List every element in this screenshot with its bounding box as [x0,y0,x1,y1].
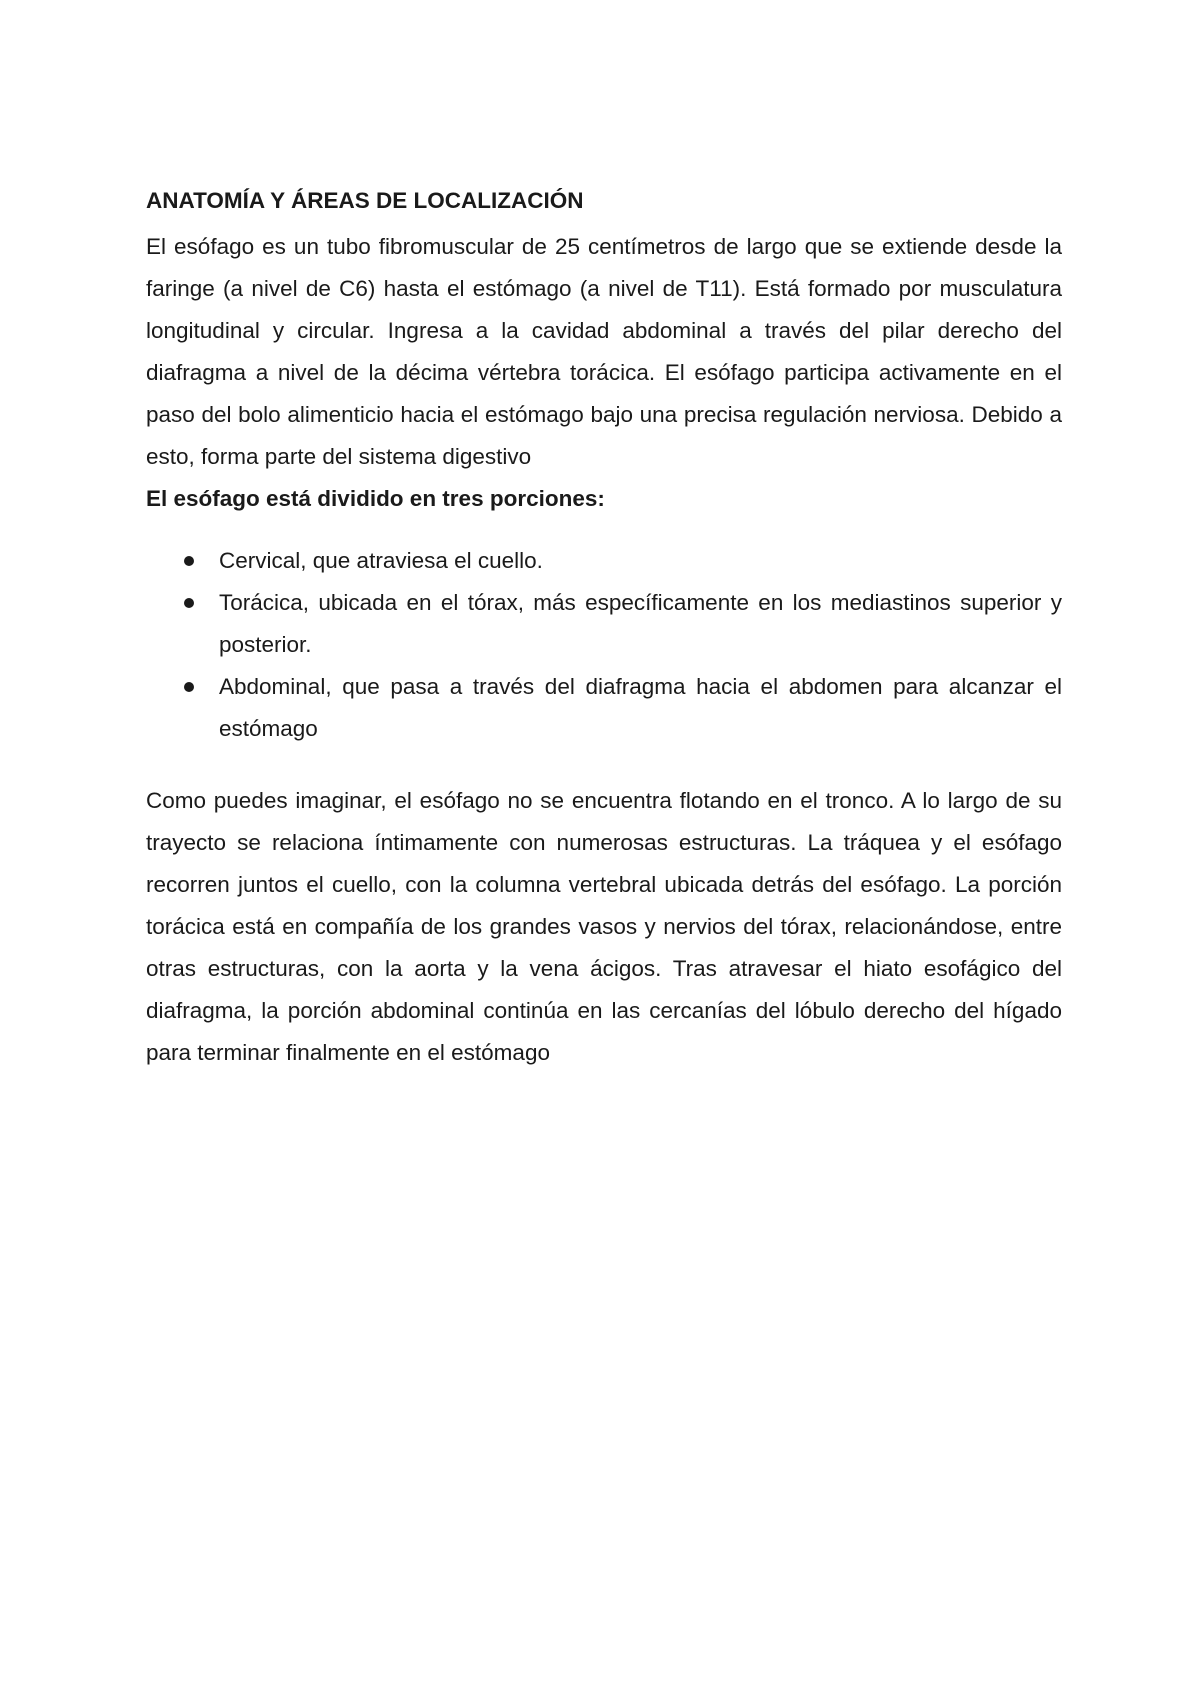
bullet-icon [184,598,194,608]
bullet-icon [184,682,194,692]
portions-list [146,540,1062,750]
list-item-text: Cervical, que atraviesa el cuello. [219,548,543,573]
list-item [146,666,1062,750]
list-item-text: Abdominal, que pasa a través del diafragma hacia el abdomen para alcanzar el estómago [219,674,1062,741]
bullet-icon [184,556,194,566]
list-item [146,540,1062,582]
list-item-text: Torácica, ubicada en el tórax, más específicamente en los mediastinos superior y posterior. [219,590,1062,657]
document-title: ANATOMÍA Y ÁREAS DE LOCALIZACIÓN [146,188,584,213]
closing-paragraph: Como puedes imaginar, el esófago no se encuentra flotando en el tronco. A lo largo de su trayecto se relaciona íntimamente con numerosas estructuras. La tráquea y el esófago recorren juntos el cuello, con la columna vertebral ubicada detrás del esófago. La porción torácica está en compañía de los grandes vasos y nervios del tórax, relacionándose, entre otras estructuras, con la aorta y la vena ácigos. Tras atravesar el hiato esofágico del diafragma, la porción abdominal continúa en las cercanías del lóbulo derecho del hígado para terminar finalmente en el estómago [146,788,1062,1065]
portions-subheading: El esófago está dividido en tres porciones: [146,486,605,511]
list-item [146,582,1062,666]
document-page [146,186,1062,1074]
intro-paragraph: El esófago es un tubo fibromuscular de 25 centímetros de largo que se extiende desde la faringe (a nivel de C6) hasta el estómago (a nivel de T11). Está formado por musculatura longitudinal y circular. Ingresa a la cavidad abdominal a través del pilar derecho del diafragma a nivel de la décima vértebra torácica. El esófago participa activamente en el paso del bolo alimenticio hacia el estómago bajo una precisa regulación nerviosa. Debido a esto, forma parte del sistema digestivo [146,234,1062,469]
